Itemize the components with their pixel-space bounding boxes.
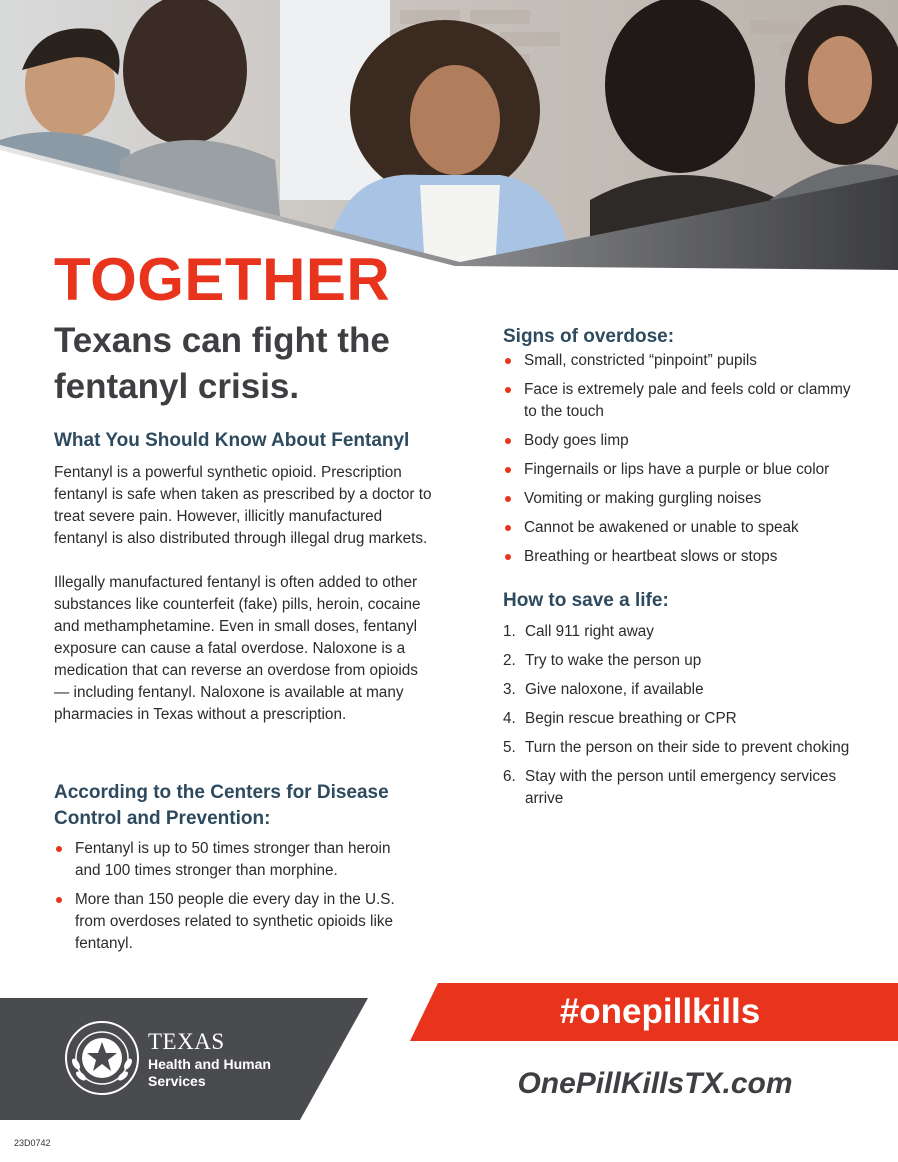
step-number: 4. xyxy=(503,710,516,728)
step-number: 3. xyxy=(503,681,516,699)
document-code: 23D0742 xyxy=(14,1138,51,1148)
logo-hhs-text xyxy=(148,1056,288,1090)
list-item xyxy=(503,679,853,701)
logo-texas-text: TEXAS xyxy=(148,1029,225,1054)
list-item xyxy=(503,708,853,730)
list-item xyxy=(503,650,853,672)
fentanyl-facts-section xyxy=(54,428,434,726)
step-number: 2. xyxy=(503,652,516,670)
list-item: More than 150 people die every day in the U.S. from overdoses related to synthetic opioids like fentanyl. xyxy=(54,889,414,955)
paragraph: Illegally manufactured fentanyl is often added to other substances like counterfeit (fake) pills, heroin, cocaine and methamphetamine. Even in small doses, fentanyl exposure can cause a fatal overdose. Naloxone is a medication that can reverse an overdose from opioids — including fentanyl. Naloxone is available at many pharmacies in Texas without a prescription. xyxy=(54,573,421,723)
list-item: Fingernails or lips have a purple or blue color xyxy=(503,459,853,481)
hero-photo xyxy=(0,0,898,270)
paragraph: Fentanyl is a powerful synthetic opioid. Prescription fentanyl is safe when taken as prescribed by a doctor to treat severe pain. However, illicitly manufactured fentanyl is also distributed through illegal drug markets. xyxy=(54,463,432,547)
list-item: Cannot be awakened or unable to speak xyxy=(503,517,853,539)
list-item xyxy=(503,621,853,643)
step-text: Stay with the person until emergency services arrive xyxy=(525,768,837,808)
list-item: Body goes limp xyxy=(503,430,853,452)
subtitle-line: Texans can fight the xyxy=(54,321,390,360)
list-item: Breathing or heartbeat slows or stops xyxy=(503,546,853,568)
heading-line: Control and Prevention: xyxy=(54,807,271,829)
list-item xyxy=(503,766,853,810)
cdc-facts-list xyxy=(54,838,414,962)
logo-line: Health and Human xyxy=(148,1056,271,1072)
signs-list xyxy=(503,350,853,568)
step-number: 5. xyxy=(503,739,516,757)
hashtag-text: #onepillkills xyxy=(559,992,761,1031)
texas-star-seal-icon xyxy=(64,1020,140,1101)
headline-together: TOGETHER xyxy=(54,246,391,313)
save-heading: How to save a life: xyxy=(503,589,669,611)
list-item: Vomiting or making gurgling noises xyxy=(503,488,853,510)
step-text: Call 911 right away xyxy=(525,623,654,641)
cdc-heading xyxy=(54,780,434,831)
list-item: Face is extremely pale and feels cold or clammy to the touch xyxy=(503,379,853,423)
group-conversation-photo xyxy=(0,0,898,270)
save-steps-list xyxy=(503,621,853,810)
headline-subtitle xyxy=(54,318,454,409)
signs-heading: Signs of overdose: xyxy=(503,326,675,347)
list-item: Fentanyl is up to 50 times stronger than heroin and 100 times stronger than morphine. xyxy=(54,838,414,882)
step-number: 1. xyxy=(503,623,516,641)
list-item: Small, constricted “pinpoint” pupils xyxy=(503,350,853,372)
heading-line: According to the Centers for Disease xyxy=(54,782,389,803)
right-column xyxy=(503,324,853,817)
website-link[interactable]: OnePillKillsTX.com xyxy=(517,1067,793,1100)
subtitle-line: fentanyl crisis. xyxy=(54,366,300,406)
step-text: Try to wake the person up xyxy=(525,652,702,670)
list-item xyxy=(503,737,853,759)
step-number: 6. xyxy=(503,768,516,786)
section-heading: What You Should Know About Fentanyl xyxy=(54,430,410,451)
step-text: Turn the person on their side to prevent choking xyxy=(525,739,850,757)
step-text: Begin rescue breathing or CPR xyxy=(525,710,737,728)
logo-line: Services xyxy=(148,1073,206,1089)
step-text: Give naloxone, if available xyxy=(525,681,704,699)
